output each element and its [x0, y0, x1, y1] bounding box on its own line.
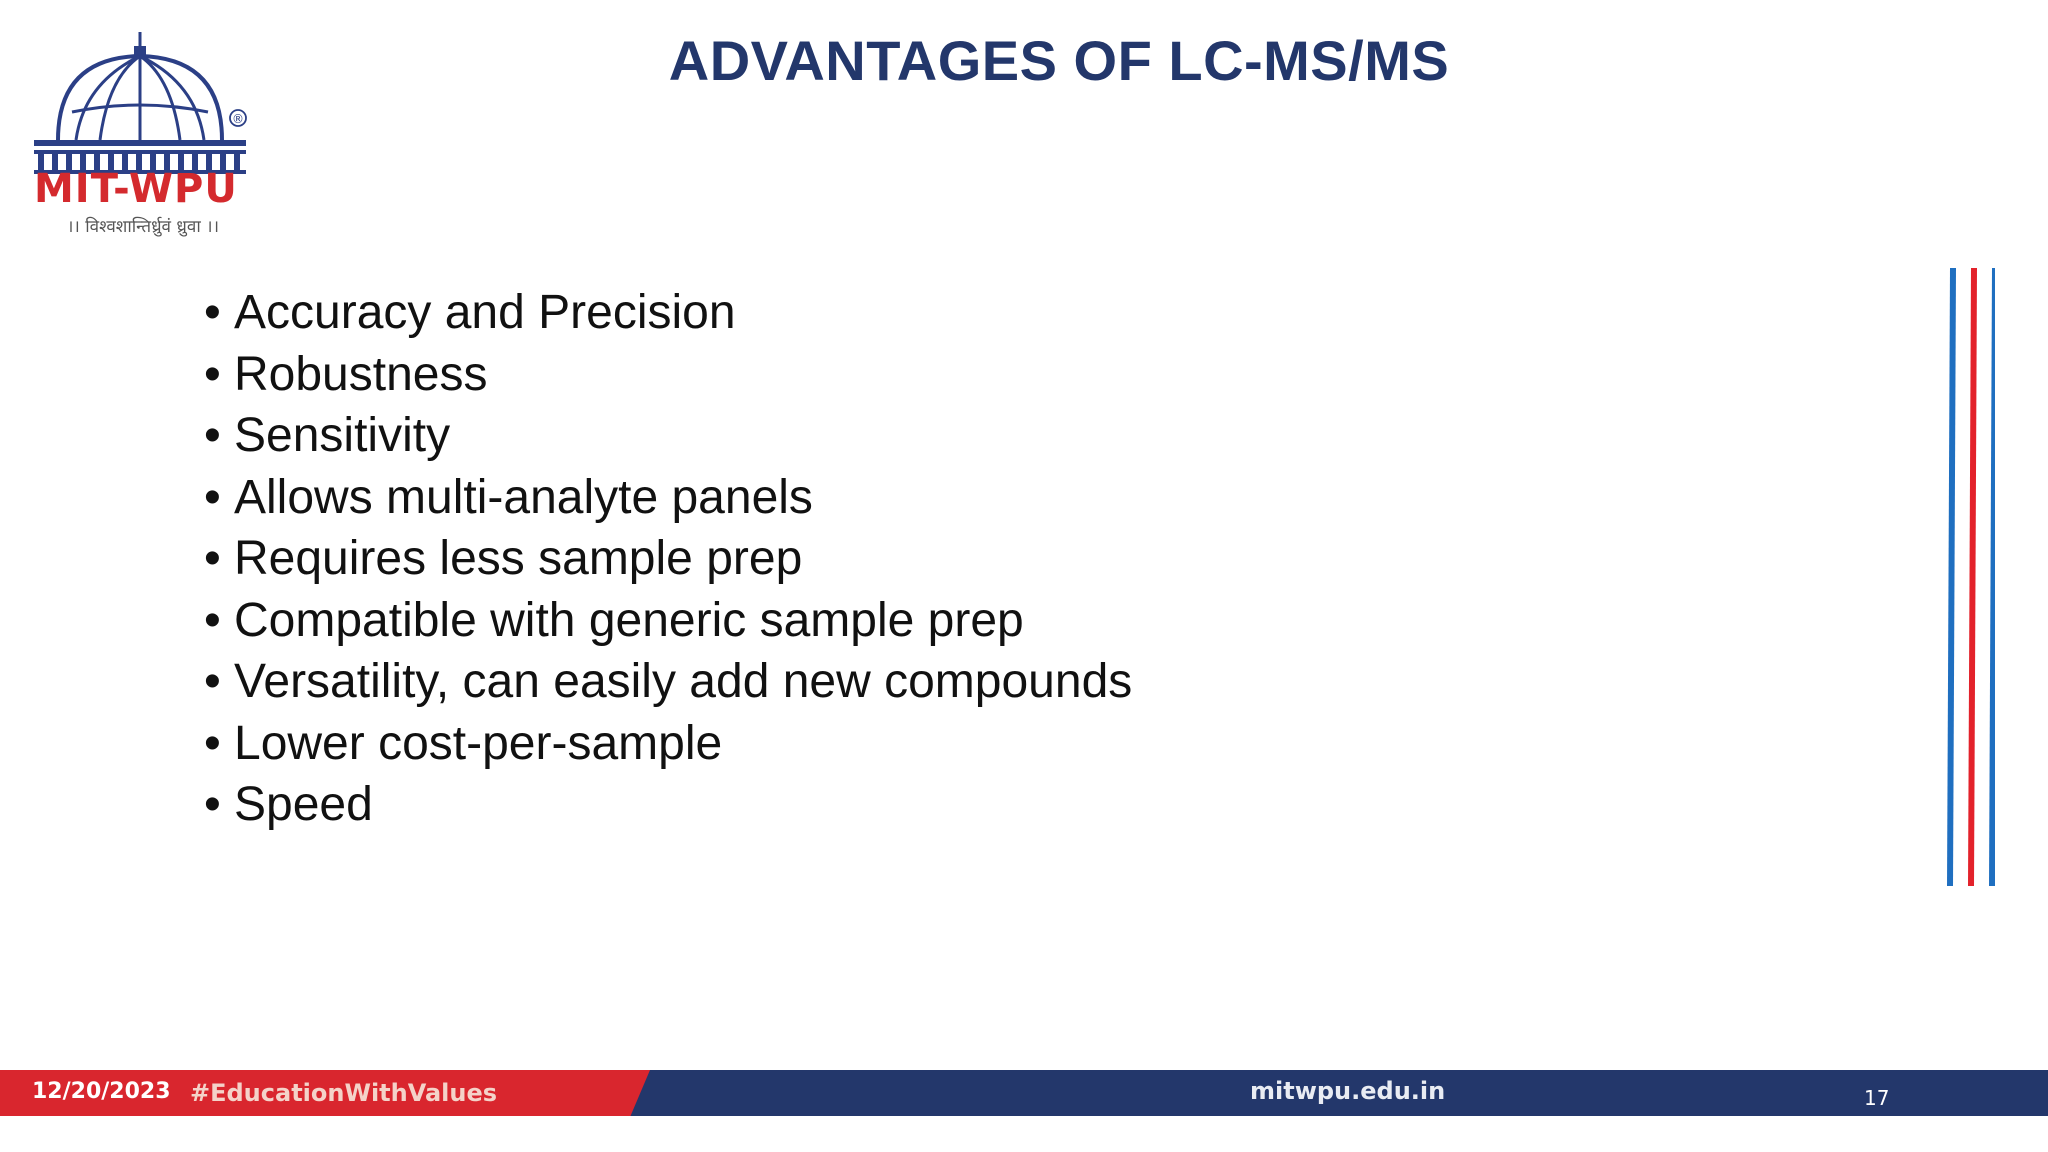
bullet-dot-icon: •: [204, 716, 221, 770]
bullet-dot-icon: •: [204, 532, 221, 585]
bullet-text: Robustness: [234, 347, 488, 401]
bullet-dot-icon: •: [204, 409, 221, 462]
bullet-item: [204, 467, 1132, 529]
stripe-red: [1971, 268, 1974, 886]
footer-date: 12/20/2023: [32, 1079, 171, 1104]
bullet-item: [204, 651, 1132, 713]
bullet-text: Lower cost-per-sample: [234, 716, 723, 770]
page-number: 17: [1864, 1086, 1890, 1110]
svg-text:®: ®: [232, 112, 244, 126]
bullet-text: Allows multi-analyte panels: [234, 470, 813, 524]
bullet-dot-icon: •: [204, 655, 221, 708]
bullet-text: Speed: [234, 778, 373, 831]
footer-website: mitwpu.edu.in: [1250, 1077, 1446, 1105]
stripe-blue-left: [1950, 268, 1953, 886]
bullet-item: [204, 405, 1132, 467]
bullet-dot-icon: •: [204, 593, 221, 647]
bullet-item: [204, 774, 1132, 836]
stripe-blue-right: [1992, 268, 1995, 886]
decorative-stripes: [1945, 268, 1995, 886]
bullet-text: Requires less sample prep: [234, 532, 803, 585]
footer-hashtag: #EducationWithValues: [190, 1079, 498, 1107]
bullet-text: Compatible with generic sample prep: [234, 593, 1024, 647]
bullet-item: [204, 344, 1132, 406]
bullet-item: [204, 713, 1132, 775]
logo-wordmark: MIT-WPU: [34, 166, 238, 212]
bullet-text: Versatility, can easily add new compounds: [234, 655, 1133, 708]
bullet-text: Sensitivity: [234, 409, 451, 462]
bullet-item: [204, 282, 1132, 344]
bullet-dot-icon: •: [204, 347, 221, 401]
logo-tagline: ।। विश्वशान्तिर्ध्रुवं ध्रुवा ।।: [66, 217, 220, 237]
bullet-item: [204, 528, 1132, 590]
advantages-list: [204, 282, 1132, 836]
slide-title: ADVANTAGES OF LC-MS/MS: [668, 29, 1450, 92]
bullet-item: [204, 590, 1132, 652]
bullet-dot-icon: •: [204, 778, 221, 831]
bullet-dot-icon: •: [204, 286, 221, 339]
bullet-text: Accuracy and Precision: [234, 286, 736, 339]
bullet-dot-icon: •: [204, 470, 221, 524]
footer-bar: [0, 1070, 2048, 1116]
